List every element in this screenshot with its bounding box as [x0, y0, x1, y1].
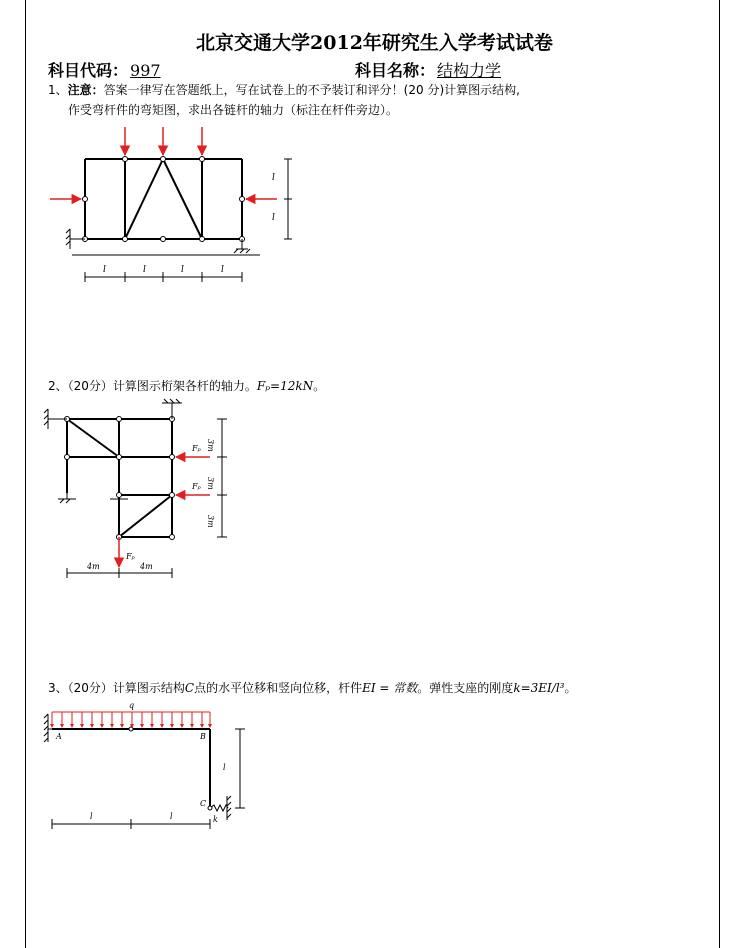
q2-dim-3m-1: 3m	[206, 439, 215, 452]
q1-note-colon: ：	[91, 83, 104, 97]
q3-label-k: k	[213, 815, 218, 824]
q2-dim-4m-1: 4m	[87, 562, 100, 571]
subject-code	[48, 58, 161, 81]
q2-dim-3m-2: 3m	[206, 477, 215, 490]
q1-dim-l-6: l	[221, 265, 224, 275]
q1-number: 1、	[48, 83, 68, 97]
q1-dim-l-4: l	[143, 265, 146, 275]
q3-label-B: B	[200, 732, 206, 741]
q3-k: k=3EI/l³	[513, 681, 565, 695]
q2-load-label-2: Fₚ	[192, 482, 201, 491]
q2-formula: Fₚ=12kN	[256, 379, 314, 393]
subject-code-value: 997	[130, 61, 161, 80]
q3-dim-l-3: l	[170, 812, 173, 821]
q1-text: 答案一律写在答题纸上，写在试卷上的不予装订和评分！(20 分)计算图示结构,	[103, 83, 520, 97]
subject-name	[355, 58, 501, 81]
q3-text-a: 3、（20分）计算图示结构	[48, 681, 185, 695]
subject-name-value: 结构力学	[437, 61, 502, 80]
q3-text-b: 点的水平位移和竖向位移，杆件	[194, 681, 363, 695]
q2-line: 2、（20分）计算图示桁架各杆的轴力。Fₚ=12kN。	[48, 379, 326, 393]
q1-dim-l-5: l	[181, 265, 184, 275]
q3-ei: EI = 常数	[362, 681, 418, 695]
q3-line	[48, 678, 576, 698]
q1-line2: 作受弯杆件的弯矩图，求出各链杆的轴力（标注在杆件旁边）。	[68, 103, 399, 117]
q1-frame-figure	[40, 125, 320, 285]
q2-dim-3m-3: 3m	[206, 515, 215, 528]
q3-text-d: 。	[564, 681, 577, 695]
q3-beam-figure	[40, 700, 260, 835]
q2-truss-figure	[40, 395, 250, 585]
subject-code-label: 科目代码：	[48, 61, 129, 80]
exam-title: 北京交通大学2012年研究生入学考试试卷	[196, 32, 553, 54]
q3-point: C	[184, 681, 195, 695]
page-border-right	[719, 0, 720, 948]
q2-dim-4m-2: 4m	[140, 562, 153, 571]
q1-note-label: 注意	[67, 83, 92, 97]
q3-dim-l-2: l	[90, 812, 93, 821]
q1-dim-l-2: l	[272, 213, 275, 223]
subject-name-label: 科目名称：	[355, 61, 436, 80]
q1-line1	[48, 80, 520, 100]
q3-text-c: 。弹性支座的刚度	[417, 681, 514, 695]
q3-dim-l-1: l	[223, 763, 226, 772]
q1-dim-l-1: l	[272, 173, 275, 183]
page-border-left	[25, 0, 26, 948]
q3-label-C: C	[200, 799, 207, 808]
q1-dim-l-3: l	[103, 265, 106, 275]
q2-load-label-3: Fₚ	[126, 552, 135, 561]
q3-label-A: A	[56, 732, 62, 741]
q2-load-label-1: Fₚ	[192, 444, 201, 453]
q3-label-q: q	[129, 701, 135, 710]
q2-text: 2、（20分）计算图示桁架各杆的轴力。	[48, 379, 257, 393]
